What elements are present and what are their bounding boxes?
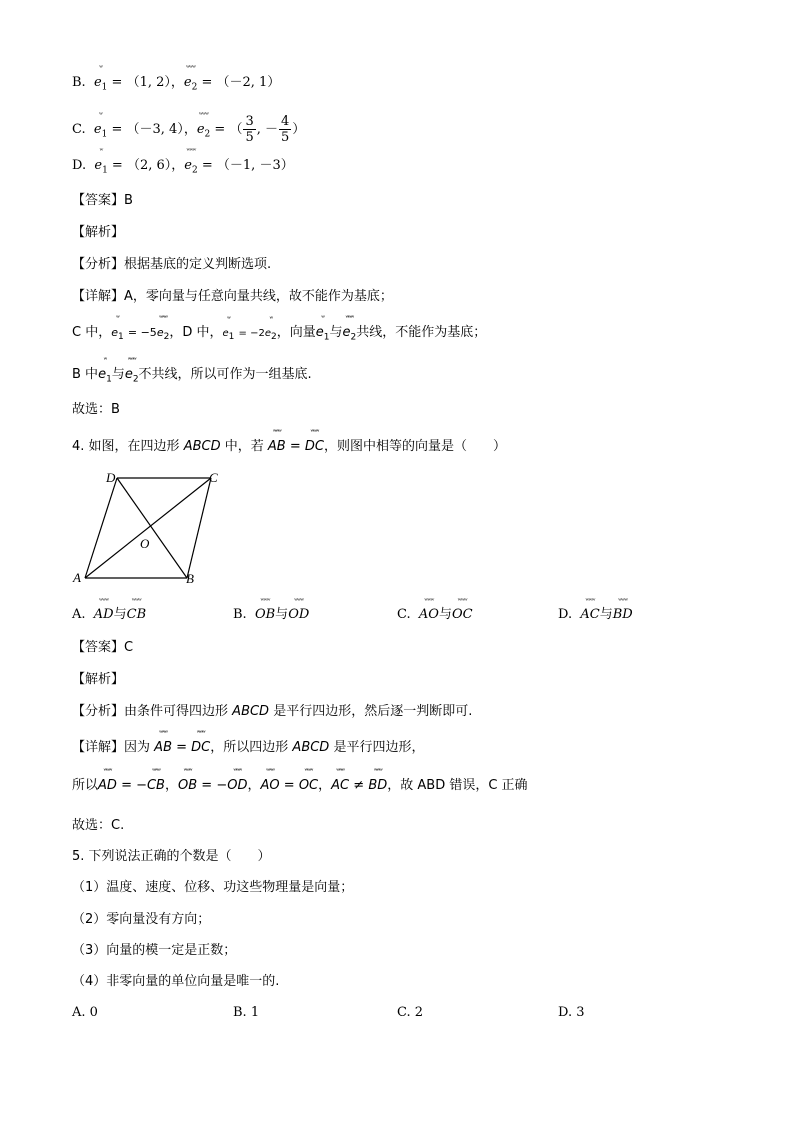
vector: ʷʷʷ OD [288,607,309,622]
vector-e1: ʷ $e_1$ [94,121,107,144]
vector-ac: ʷʷʷ AC [331,777,349,795]
vector-e1: ʷ $e_1$ [222,325,234,346]
q3-xiangjie-line3: B 中ʷ $e_1$与ʷʷʷ $e_2$不共线，所以可作为一组基底. [72,366,312,389]
vector-e2: ʷʷʷ $e_2$ [184,157,197,180]
vector-e1: ʷ $e_1$ [94,74,107,97]
vector: ʷʷʷ BD [613,607,633,622]
vector-e2: ʷʷʷ $e_2$ [197,121,210,144]
q4-xiangjie-line2: 所以ʷʷʷ AD = −ʷʷʷ CB，ʷʷʷ OB = −ʷʷʷ OD，ʷʷʷ AO = ʷʷʷ OC，ʷʷʷ AC ≠ ʷʷʷ BD，故 ABD 错误，C 正确 [72,777,528,795]
q4-choose: 故选：C. [72,818,125,833]
vector-e1: ʷ $e_1$ [98,366,112,389]
q4-option-a: A. ʷʷʷ AD与ʷʷʷ CB [72,603,146,622]
q3-analysis-label: 【解析】 [72,225,125,240]
vector-ad: ʷʷʷ AD [98,777,117,795]
q4-analysis-label: 【解析】 [72,672,125,687]
q3-fenxi: 【分析】根据基底的定义判断选项. [72,257,272,272]
vector: ʷʷʷ AD [94,607,114,622]
label-a: A [73,570,81,585]
vector: ʷʷʷ AC [580,607,599,622]
vector-od: ʷʷʷ OD [227,777,247,795]
q5-stem: 5. 下列说法正确的个数是（ ） [72,849,271,864]
vector-ab: ʷʷʷ AB [268,438,286,456]
label-d: D [106,470,116,485]
vector-e1: ʷ $e_1$ [94,157,107,180]
q5-item-2: （2）零向量没有方向； [72,912,211,927]
vector-bd: ʷʷʷ BD [368,777,387,795]
q3-xiangjie: 【详解】A，零向量与任意向量共线，故不能作为基底； [72,289,393,304]
fraction: $\frac{3}{5}$ [245,114,254,145]
q3-answer: 【答案】B [72,193,133,208]
vector: ʷʷʷ AO [419,607,439,622]
q3-choose: 故选：B [72,402,120,417]
fraction: $\frac{4}{5}$ [281,114,290,145]
q4-xiangjie: 【详解】因为 ʷʷʷ AB = ʷʷʷ DC，所以四边形 ABCD 是平行四边形， [72,739,424,757]
vector-dc: ʷʷʷ DC [191,739,210,757]
vector: ʷʷʷ OC [452,607,473,622]
label-b: B [186,571,194,586]
vector-e2: ʷʷʷ $e_2$ [125,366,139,389]
q5-option-b: B. 1 [233,1005,260,1020]
vector-e1: ʷ $e_1$ [316,324,330,347]
q4-option-c: C. ʷʷʷ AO与ʷʷʷ OC [397,603,473,622]
vector: ʷʷʷ OB [255,607,275,622]
vector-ob: ʷʷʷ OB [178,777,197,795]
q3-option-d: D. ʷ $e_1 = (2$, 6），ʷʷʷ $e_2 = (-1$, －3） [72,157,294,180]
q4-option-d: D. ʷʷʷ AC与ʷʷʷ BD [558,603,633,622]
vector-ab: ʷʷʷ AB [154,739,172,757]
vector-ao: ʷʷʷ AO [260,777,279,795]
q5-option-a: A. 0 [72,1005,98,1020]
q5-option-c: C. 2 [397,1005,424,1020]
label-c: C [209,470,218,485]
vector-e1: ʷ $e_1$ [111,324,124,346]
q4-answer: 【答案】C [72,640,134,655]
vector-e2: ʷ $e_2$ [265,325,277,346]
vector-dc: ʷʷʷ DC [305,438,324,456]
diagonal-bd [117,478,187,578]
q5-option-d: D. 3 [558,1005,585,1020]
q4-option-b: B. ʷʷʷ OB与ʷʷʷ OD [233,603,309,622]
q5-item-3: （3）向量的模一定是正数； [72,943,237,958]
vector-e2: ʷʷʷ $e_2$ [342,324,356,347]
q3-option-b: B. ʷ $e_1 = (1$, 2），ʷʷʷ $e_2 = (-2$, 1） [72,74,280,97]
vector-oc: ʷʷʷ OC [299,777,318,795]
q5-item-1: （1）温度、速度、位移、功这些物理量是向量； [72,880,354,895]
vector: ʷʷʷ CB [127,607,147,622]
edge-da [85,478,117,578]
parallelogram-figure [68,468,228,590]
q4-stem: 4. 如图，在四边形 ABCD 中，若 ʷʷʷ AB = ʷʷʷ DC，则图中相等的向量是（ ） [72,438,506,456]
diagonal-ac [85,478,211,578]
q4-fenxi: 【分析】由条件可得四边形 ABCD 是平行四边形，然后逐一判断即可. [72,704,473,719]
vector-e2: ʷʷʷ $e_2$ [157,324,170,346]
vector-e2: ʷʷʷ $e_2$ [184,74,197,97]
edge-bc [187,478,211,578]
vector-cb: ʷʷʷ CB [147,777,165,795]
label-o: O [140,536,150,551]
q3-option-c: C. ʷ $e_1 = (-3$, 4），ʷʷʷ $e_2$ = （ $\frac{3}{5}$ , － $\frac{4}{5}$ ） [72,114,305,145]
q3-xiangjie-line2: C 中，ʷ $e_1$ = −5ʷʷʷ $e_2$，D 中，ʷ $e_1$ = −2ʷ $e_2$，向量ʷ $e_1$与ʷʷʷ $e_2$共线，不能作为基底； [72,324,486,347]
q5-item-4: （4）非零向量的单位向量是唯一的. [72,974,280,989]
